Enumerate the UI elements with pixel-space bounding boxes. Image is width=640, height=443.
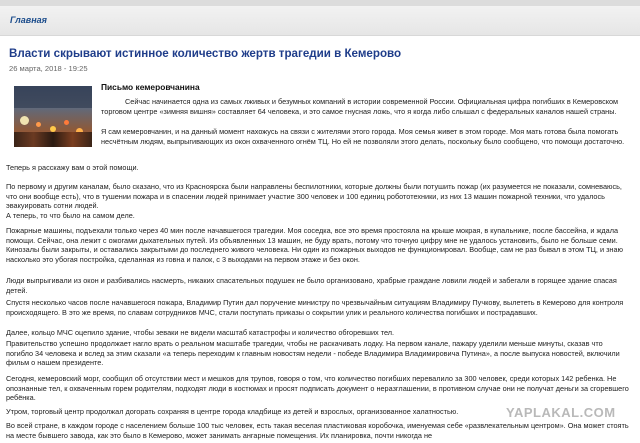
article-paragraph: Во всей стране, в каждом городе с населением больше 100 тыс человек, есть такая веселая пластиковая коробочка, именуемая себе «развлекательным центром». Она может стоять на месте бывшего завода, как это было в Кемерово, может занимать ангарные помещения. Их планировка, почти никогда не: [6, 421, 629, 440]
navigation-bar: [0, 6, 640, 36]
nav-home-link[interactable]: Главная: [10, 15, 47, 25]
article-paragraph: Теперь я расскажу вам о этой помощи.: [6, 163, 139, 172]
article-paragraph: Правительство успешно продолжает нагло врать о реальном масштабе трагедии, чтобы не раскачивать лодку. На первом канале, пажару уделили меньше минуты, сказав что погибло 34 человека и вслед за этим сказали «а теперь переходим к главным новостям недели - победе Владимира Владимировича Путина», а после выпуска новостей, включили фильм о нашем президенте.: [6, 339, 620, 368]
site-watermark: YAPLAKAL.COM: [506, 405, 616, 420]
article-paragraph: А теперь, то что было на самом деле.: [6, 211, 135, 220]
article-date: 26 марта, 2018 - 19:25: [9, 64, 88, 73]
article-paragraph: Спустя несколько часов после начавшегося пожара, Владимир Путин дал поручение министру по чрезвычайным ситуациям Владимиру Пучкову, вылететь в Кемерово для контроля происходящего. В это же время, по славам сотрудников МЧС, стали поступать приказы о сокрытии улик и реального количества погибших и пострадавших.: [6, 298, 624, 317]
photo-memorial-icon: [14, 86, 92, 147]
article-paragraph: По первому и другим каналам, было сказано, что из Красноярска были направлены беспилотники, которые должны были потушить пожар (их разумеется не показали, сомневаюсь, что они вообще есть), что в тушении пожара и в спасении людей принимает участие 300 человек и 100 единиц робототехники, из них 13 машин пожарной техники, что удалось эвакуировать сотни людей.: [6, 182, 622, 211]
article-paragraph: Утром, торговый центр продолжал догорать сохраняя в центре города кладбище из детей и взрослых, организованное халатностью.: [6, 407, 459, 416]
article-paragraph: Далее, кольцо МЧС оцепило здание, чтобы зеваки не видели масштаб катастрофы и количество обгоревших тел.: [6, 328, 395, 337]
article-subtitle: Письмо кемеровчанина: [101, 82, 200, 92]
article-paragraph: Сейчас начинается одна из самых лживых и безумных компаний в истории современной России. Официальная цифра погибших в Кемеровском торговом центре «зимняя вишня» составляет 64 человека, и это самое гнусная ложь, что я когда либо слышал с федеральных каналов нашей страны.: [101, 97, 619, 116]
article-paragraph: Сегодня, кемеровский морг, сообщил об отсутствии мест и мешков для трупов, говоря о том, что количество погибших перевалило за 300 человек, среди которых 142 ребенка. Не опознанные тел, к охваченным горем родителям, подходят люди в костюмах и просят подписать документ о неразглашении, в противном случае они не получат деньги за сгоревшего ребёнка.: [6, 374, 629, 403]
article-title[interactable]: Власти скрывают истинное количество жертв трагедии в Кемерово: [9, 47, 402, 60]
article-paragraph: Люди выпрыгивали из окон и разбивались насмерть, никаких спасательных подушек не было организовано, храбрые граждане ловили людей и забегали в горящее здание спасая детей.: [6, 276, 617, 295]
article-paragraph: Пожарные машины, подъехали только через 40 мин после начавшегося трагедии. Моя соседка, все это время простояла на крыше мокрая, в купальнике, после бассейна, и ждала помощи. Сейчас, она лежит с ожогами дыхательных путей. Из объявленных 13 машин, не буду врать, потому что точную цифру мне не удалось установить, было не больше семи. Кинозалы были закрыты, и оставались закрытыми до последнего живого человека. Ни один из пожарных выходов не функционировал. Вообще, сам не раз бывал в этом ТЦ, и знаю насколько это убогая постройка, сделанная из говна и палок, с 3 выходами на первом этаже и без окон.: [6, 226, 623, 264]
article-paragraph: Я сам кемеровчанин, и на данный момент нахожусь на связи с жителями этого города. Моя семья живет в этом городе. Моя мать готова была помогать несчётным людям, выпрыгивающих из окон охваченного огнём ТЦ. Но ей не позволяли этого делать, поскольку было сообщено, что помощи достаточно.: [101, 127, 625, 146]
